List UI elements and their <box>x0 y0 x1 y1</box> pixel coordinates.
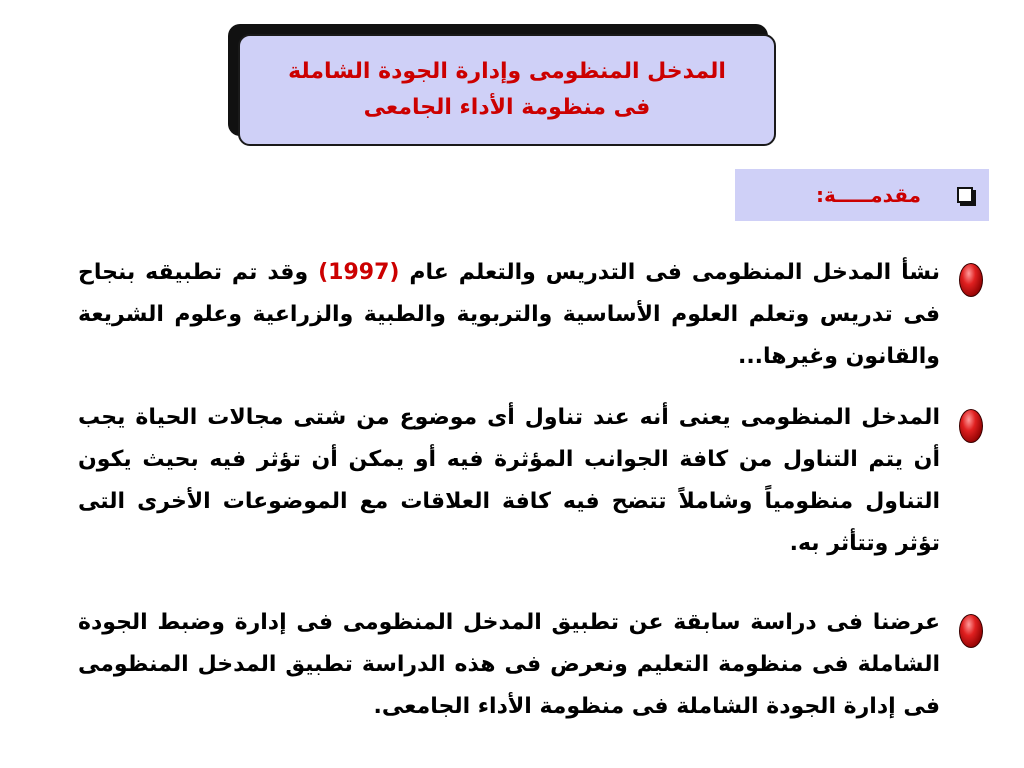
paragraph-1-text-start: نشأ المدخل المنظومى فى التدريس والتعلم عام <box>409 260 940 285</box>
paragraph-1 <box>78 252 940 378</box>
section-heading-label: مقدمـــــة: <box>815 183 921 207</box>
red-gem-bullet-icon <box>959 614 983 648</box>
checkbox-icon <box>957 187 973 203</box>
paragraph-1-text-end: وقد تم تطبيقه بنجاح فى تدريس وتعلم العلوم الأساسية والتربوية والطبية والزراعية وعلوم الشريعة والقانون وغيرها... <box>78 260 940 369</box>
red-gem-bullet-icon <box>959 409 983 443</box>
slide-title-line-2: فى منظومة الأداء الجامعى <box>363 95 651 120</box>
paragraph-3: عرضنا فى دراسة سابقة عن تطبيق المدخل المنظومى فى إدارة وضبط الجودة الشاملة فى منظومة التعليم ونعرض فى هذه الدراسة تطبيق المدخل المنظومى فى إدارة الجودة الشاملة فى منظومة الأداء الجامعى. <box>78 610 940 719</box>
paragraph-1-year: (1997) <box>318 260 400 285</box>
slide-title-box <box>238 34 776 146</box>
paragraph-2: المدخل المنظومى يعنى أنه عند تناول أى موضوع من شتى مجالات الحياة يجب أن يتم التناول من كافة الجوانب المؤثرة فيه أو يمكن أن تؤثر فيه بحيث يكون التناول منظومياً وشاملاً تتضح فيه كافة العلاقات مع الموضوعات الأخرى التى تؤثر وتتأثر به. <box>78 405 940 556</box>
section-heading-bar <box>735 169 989 221</box>
red-gem-bullet-icon <box>959 263 983 297</box>
slide-title-line-1: المدخل المنظومى وإدارة الجودة الشاملة <box>288 59 726 84</box>
